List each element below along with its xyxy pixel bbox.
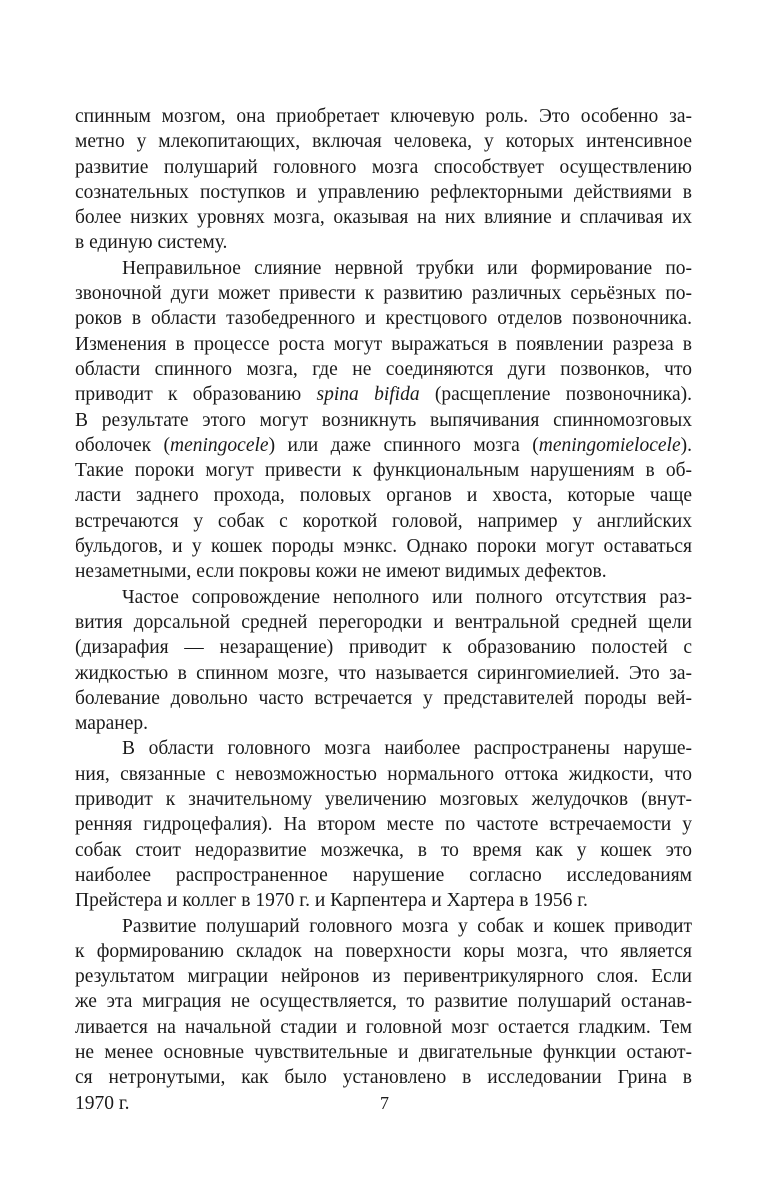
text-segment: Развитие полушарий головного мозга у собак и кошек приводит xyxy=(122,915,692,937)
text-line xyxy=(75,104,692,129)
italic-term: meningocele xyxy=(170,434,269,456)
text-line xyxy=(75,964,692,989)
text-line xyxy=(75,914,692,939)
text-segment: оболочек ( xyxy=(75,434,171,456)
text-segment: развитие полушарий головного мозга способствует осуществлению xyxy=(75,156,692,178)
paragraph xyxy=(75,256,692,585)
text-segment: метно у млекопитающих, включая человека, у которых интенсивное xyxy=(75,131,692,153)
text-segment: результатом миграции нейронов из перивентрикулярного слоя. Если xyxy=(75,966,692,988)
text-segment: не менее основные чувствительные и двигательные функции остают- xyxy=(75,1041,692,1063)
text-segment: Такие пороки могут привести к функциональным нарушениям в об- xyxy=(75,460,692,482)
text-line xyxy=(75,408,692,433)
text-line xyxy=(75,155,692,180)
text-segment: В области головного мозга наиболее распространены наруше- xyxy=(122,738,692,760)
text-segment: болевание довольно часто встречается у представителей породы вей- xyxy=(75,687,692,709)
paragraph xyxy=(75,914,692,1116)
text-line xyxy=(75,509,692,534)
text-line xyxy=(75,256,692,281)
text-segment: Неправильное слияние нервной трубки или формирование по- xyxy=(122,257,692,279)
text-segment: спинным мозгом, она приобретает ключевую роль. Это особенно за- xyxy=(75,106,692,127)
text-line xyxy=(75,736,692,761)
text-line xyxy=(75,585,692,610)
text-segment: ) или даже спинного мозга ( xyxy=(268,434,539,456)
text-segment: Прейстера и коллег в 1970 г. и Карпентера и Хартера в 1956 г. xyxy=(75,890,588,912)
text-segment: ). xyxy=(680,434,692,456)
text-segment: области спинного мозга, где не соединяются дуги позвонков, что xyxy=(75,358,692,380)
text-line xyxy=(75,357,692,382)
text-line xyxy=(75,635,692,660)
text-segment: более низких уровнях мозга, оказывая на них влияние и сплачивая их xyxy=(75,207,692,229)
text-line xyxy=(75,433,692,458)
text-line xyxy=(75,610,692,635)
text-segment: встречаются у собак с короткой головой, например у английских xyxy=(75,510,692,532)
text-line xyxy=(75,762,692,787)
page-number: 7 xyxy=(380,1093,389,1113)
text-segment: собак стоит недоразвитие мозжечка, в то время как у кошек это xyxy=(75,839,692,861)
text-line xyxy=(75,888,692,913)
text-line xyxy=(75,989,692,1014)
text-line xyxy=(75,281,692,306)
text-line xyxy=(75,863,692,888)
italic-term: meningomielocele xyxy=(538,434,681,456)
text-segment: ния, связанные с невозможностью нормального оттока жидкости, что xyxy=(75,763,692,785)
text-line xyxy=(75,787,692,812)
text-segment: ренняя гидроцефалия). На втором месте по частоте встречаемости у xyxy=(75,814,692,836)
text-segment: звоночной дуги может привести к развитию различных серьёзных по- xyxy=(75,283,692,305)
text-segment: Изменения в процессе роста могут выражаться в появлении разреза в xyxy=(75,333,692,355)
text-segment: бульдогов, и у кошек породы мэнкс. Однако пороки могут оставаться xyxy=(75,536,692,558)
paragraph xyxy=(75,736,692,913)
text-line xyxy=(75,332,692,357)
text-segment: ся нетронутыми, как было установлено в исследовании Грина в xyxy=(75,1067,692,1089)
text-line xyxy=(75,711,692,736)
text-segment: сознательных поступков и управлению рефлекторными действиями в xyxy=(75,181,692,203)
text-line xyxy=(75,129,692,154)
text-line xyxy=(75,661,692,686)
text-segment: В результате этого могут возникнуть выпячивания спинномозговых xyxy=(75,409,692,431)
text-line xyxy=(75,483,692,508)
text-segment: ливается на начальной стадии и головной мозг остается гладким. Тем xyxy=(75,1016,692,1038)
text-line xyxy=(75,382,692,407)
text-line xyxy=(75,686,692,711)
text-line xyxy=(75,559,692,584)
text-segment: (расщепление позвоночника). xyxy=(419,384,692,406)
paragraph xyxy=(75,104,692,256)
text-line xyxy=(75,838,692,863)
text-segment: ласти заднего прохода, половых органов и хвоста, которые чаще xyxy=(75,485,692,507)
text-segment: (дизарафия — незаращение) приводит к образованию полостей с xyxy=(75,637,692,659)
text-segment: жидкостью в спинном мозге, что называется сирингомиелией. Это за- xyxy=(75,662,692,684)
text-line xyxy=(75,939,692,964)
paragraph xyxy=(75,585,692,737)
text-line xyxy=(75,812,692,837)
text-segment: же эта миграция не осуществляется, то развитие полушарий останав- xyxy=(75,991,692,1013)
text-segment: вития дорсальной средней перегородки и вентральной средней щели xyxy=(75,611,692,633)
text-line xyxy=(75,180,692,205)
text-segment: приводит к значительному увеличению мозговых желудочков (внут- xyxy=(75,789,692,811)
text-segment: маранер. xyxy=(75,713,148,735)
text-line xyxy=(75,1065,692,1090)
text-line xyxy=(75,1015,692,1040)
text-segment: приводит к образованию xyxy=(75,384,317,406)
text-line xyxy=(75,205,692,230)
text-segment: Частое сопровождение неполного или полного отсутствия раз- xyxy=(122,586,692,608)
text-line xyxy=(75,1040,692,1065)
text-segment: 1970 г. xyxy=(75,1092,130,1114)
text-segment: в единую систему. xyxy=(75,232,228,254)
text-line xyxy=(75,306,692,331)
text-segment: роков в области тазобедренного и крестцового отделов позвоночника. xyxy=(75,308,692,330)
text-segment: незаметными, если покровы кожи не имеют видимых дефектов. xyxy=(75,561,607,583)
text-line xyxy=(75,534,692,559)
page-body xyxy=(75,104,692,1116)
text-line xyxy=(75,458,692,483)
italic-term: spina bifida xyxy=(316,384,420,406)
text-segment: наиболее распространенное нарушение согласно исследованиям xyxy=(75,864,692,886)
text-line xyxy=(75,230,692,255)
text-segment: к формированию складок на поверхности коры мозга, что является xyxy=(75,940,692,962)
